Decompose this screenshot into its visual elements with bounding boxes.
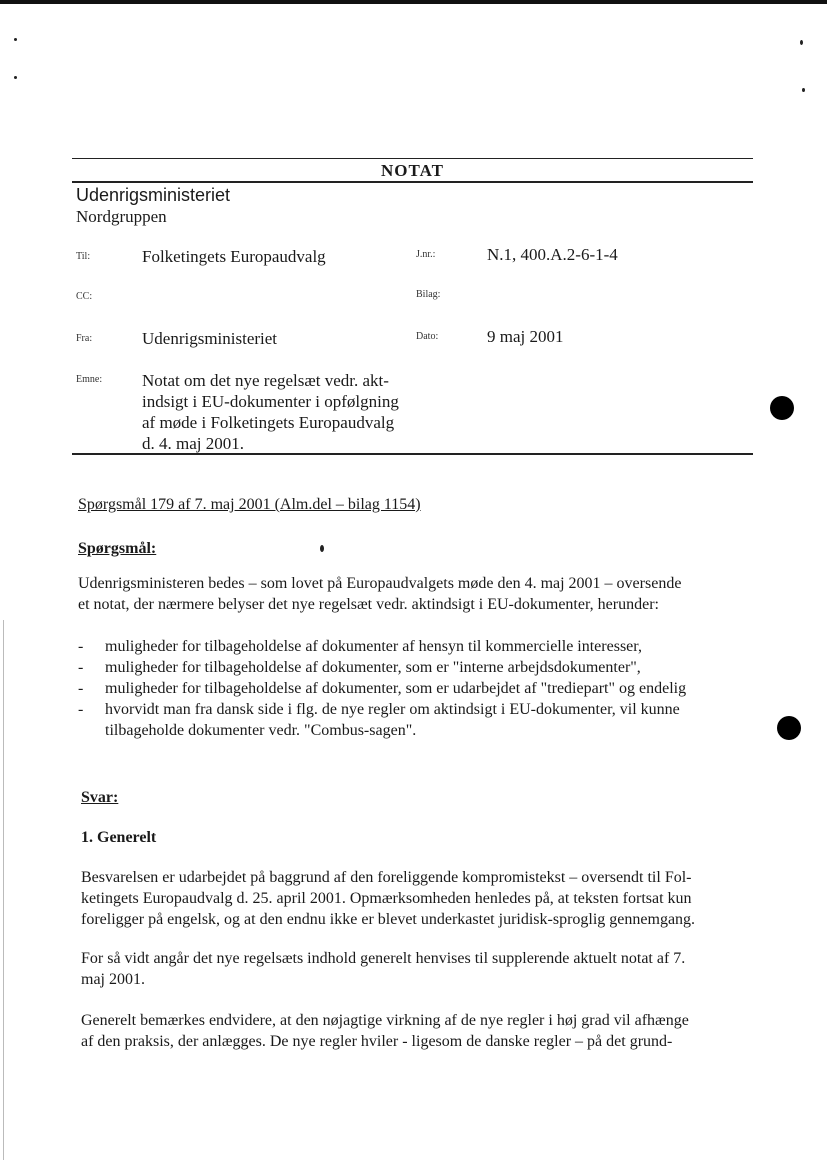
dato-label: Dato:	[416, 331, 439, 342]
paragraph-line: af den praksis, der anlægges. De nye regler hviler - ligesom de danske regler – på det grund-	[81, 1033, 673, 1050]
paragraph-1	[81, 867, 695, 930]
paragraph-line: Generelt bemærkes endvidere, at den nøjagtige virkning af de nye regler i høj grad vil afhænge	[81, 1012, 689, 1029]
subject-line: Notat om det nye regelsæt vedr. akt-	[142, 371, 389, 390]
list-item-text: muligheder for tilbageholdelse af dokumenter af hensyn til kommercielle interesser,	[105, 638, 642, 655]
question-reference: Spørgsmål 179 af 7. maj 2001 (Alm.del – bilag 1154)	[78, 496, 421, 513]
list-item: - muligheder for tilbageholdelse af dokumenter, som er "interne arbejdsdokumenter",	[78, 659, 641, 676]
list-item-text: tilbageholde dokumenter vedr. "Combus-sagen".	[105, 722, 417, 739]
scan-top-edge	[0, 0, 827, 4]
emne-label: Emne:	[76, 374, 103, 385]
paragraph-2	[81, 948, 685, 990]
paragraph-3	[81, 1010, 689, 1052]
list-item: - muligheder for tilbageholdelse af dokumenter, som er udarbejdet af "trediepart" og endelig	[78, 680, 687, 697]
subject-line: d. 4. maj 2001.	[142, 434, 244, 453]
list-item-text: muligheder for tilbageholdelse af dokumenter, som er "interne arbejdsdokumenter",	[105, 659, 641, 676]
scan-speck	[800, 40, 803, 45]
list-item: - muligheder for tilbageholdelse af dokumenter af hensyn til kommercielle interesser,	[78, 638, 642, 655]
question-line: Udenrigsministeren bedes – som lovet på Europaudvalgets møde den 4. maj 2001 – oversende	[78, 575, 682, 592]
ministry-name: Udenrigsministeriet	[76, 185, 231, 205]
scan-left-edge	[3, 620, 4, 1160]
subject-line: af møde i Folketingets Europaudvalg	[142, 413, 395, 432]
dato-value: 9 maj 2001	[487, 327, 564, 346]
answer-heading: Svar:	[81, 789, 119, 806]
header-bottom-rule	[72, 453, 753, 455]
til-label: Til:	[76, 251, 91, 262]
document-title: NOTAT	[381, 161, 444, 180]
title-rule	[72, 181, 753, 183]
paragraph-line: maj 2001.	[81, 971, 145, 988]
paragraph-line: Besvarelsen er udarbejdet på baggrund af den foreliggende kompromistekst – oversendt til Fol-	[81, 869, 692, 886]
top-rule	[72, 158, 753, 159]
question-line: et notat, der nærmere belyser det nye regelsæt vedr. aktindsigt i EU-dokumenter, herunder:	[78, 596, 659, 613]
subject-line: indsigt i EU-dokumenter i opfølgning	[142, 392, 399, 411]
subject-text	[142, 370, 399, 454]
question-heading: Spørgsmål:	[78, 540, 157, 557]
bilag-label: Bilag:	[416, 289, 441, 300]
punch-hole	[777, 716, 801, 740]
fra-value: Udenrigsministeriet	[142, 329, 278, 348]
department-name: Nordgruppen	[76, 207, 167, 226]
paragraph-line: ketingets Europaudvalg d. 25. april 2001. Opmærksomheden henledes på, at teksten fortsat kun	[81, 890, 692, 907]
scan-speck	[320, 545, 324, 552]
jnr-value: N.1, 400.A.2-6-1-4	[487, 245, 618, 264]
cc-label: CC:	[76, 291, 93, 302]
scan-speck	[802, 88, 805, 92]
jnr-label: J.nr.:	[416, 249, 436, 260]
question-text	[78, 573, 681, 615]
scan-speck	[14, 76, 17, 79]
scan-speck	[14, 38, 17, 41]
punch-hole	[770, 396, 794, 420]
list-item-text: hvorvidt man fra dansk side i flg. de nye regler om aktindsigt i EU-dokumenter, vil kunne	[105, 701, 680, 718]
list-item: - hvorvidt man fra dansk side i flg. de nye regler om aktindsigt i EU-dokumenter, vil kunne tilbageholde dokumenter vedr. "Combus-sagen".	[78, 699, 686, 741]
question-list	[78, 636, 686, 741]
paragraph-line: foreligger på engelsk, og at den endnu ikke er blevet underkastet juridisk-sproglig gennemgang.	[81, 911, 696, 928]
fra-label: Fra:	[76, 333, 93, 344]
list-item-text: muligheder for tilbageholdelse af dokumenter, som er udarbejdet af "trediepart" og endelig	[105, 680, 687, 697]
til-value: Folketingets Europaudvalg	[142, 247, 326, 266]
section-heading: 1. Generelt	[81, 829, 157, 846]
paragraph-line: For så vidt angår det nye regelsæts indhold generelt henvises til supplerende aktuelt notat af 7.	[81, 950, 686, 967]
